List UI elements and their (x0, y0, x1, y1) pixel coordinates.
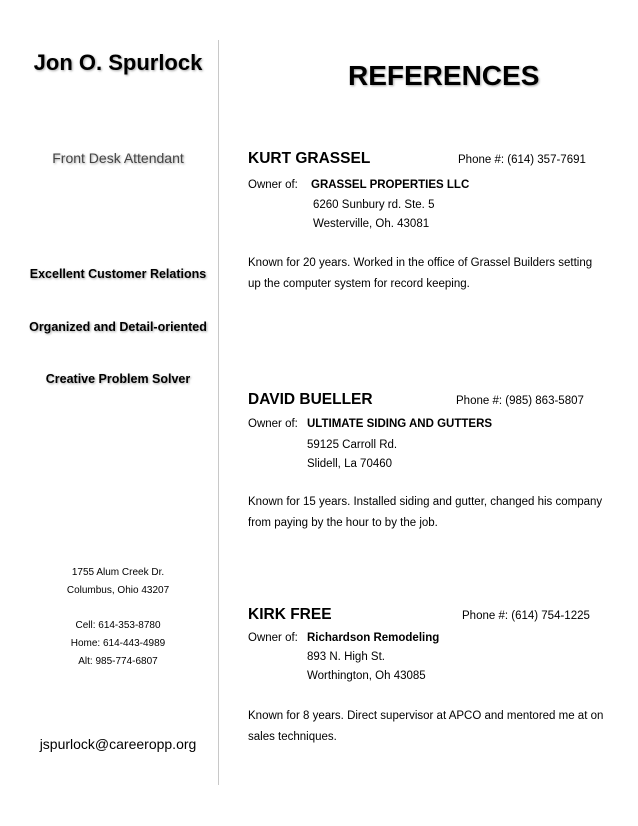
email-address: jspurlock@careeropp.org (39, 736, 197, 752)
skill-item: Organized and Detail-oriented (29, 320, 207, 334)
reference-name: DAVID BUELLER (248, 391, 373, 408)
reference-phone: Phone #: (985) 863-5807 (456, 395, 584, 407)
phone-home: Home: 614-443-4989 (70, 638, 166, 649)
company-address-line1: 6260 Sunbury rd. Ste. 5 (313, 199, 435, 211)
company-name: Richardson Remodeling (307, 632, 440, 644)
applicant-name: Jon O. Spurlock (33, 50, 203, 75)
skill-item: Creative Problem Solver (45, 372, 191, 386)
phone-cell: Cell: 614-353-8780 (75, 620, 161, 631)
company-address-line2: Slidell, La 70460 (307, 458, 393, 470)
phone-alt: Alt: 985-774-6807 (78, 656, 158, 667)
reference-name: KURT GRASSEL (248, 150, 371, 167)
company-name: ULTIMATE SIDING AND GUTTERS (307, 418, 493, 430)
reference-phone: Phone #: (614) 357-7691 (458, 154, 586, 166)
company-address-line1: 59125 Carroll Rd. (307, 439, 398, 451)
owner-label: Owner of: (248, 179, 298, 191)
address-street: 1755 Alum Creek Dr. (71, 567, 165, 578)
owner-label: Owner of: (248, 418, 298, 430)
company-address-line2: Worthington, Oh 43085 (307, 670, 426, 682)
company-name: GRASSEL PROPERTIES LLC (311, 179, 470, 191)
reference-description: Known for 20 years. Worked in the office of Grassel Builders setting up the computer system for record keeping. (248, 257, 593, 290)
owner-label: Owner of: (248, 632, 298, 644)
references-heading: REFERENCES (348, 60, 540, 91)
company-address-line1: 893 N. High St. (307, 651, 385, 663)
company-address-line2: Westerville, Oh. 43081 (313, 218, 430, 230)
reference-name: KIRK FREE (248, 606, 332, 623)
reference-description: Known for 15 years. Installed siding and gutter, changed his company from paying by the hour to by the job. (248, 496, 603, 529)
reference-description: Known for 8 years. Direct supervisor at APCO and mentored me at on sales techniques. (248, 710, 604, 743)
reference-phone: Phone #: (614) 754-1225 (462, 610, 590, 622)
address-city: Columbus, Ohio 43207 (66, 585, 170, 596)
job-title: Front Desk Attendant (52, 150, 184, 166)
skill-item: Excellent Customer Relations (29, 267, 207, 281)
